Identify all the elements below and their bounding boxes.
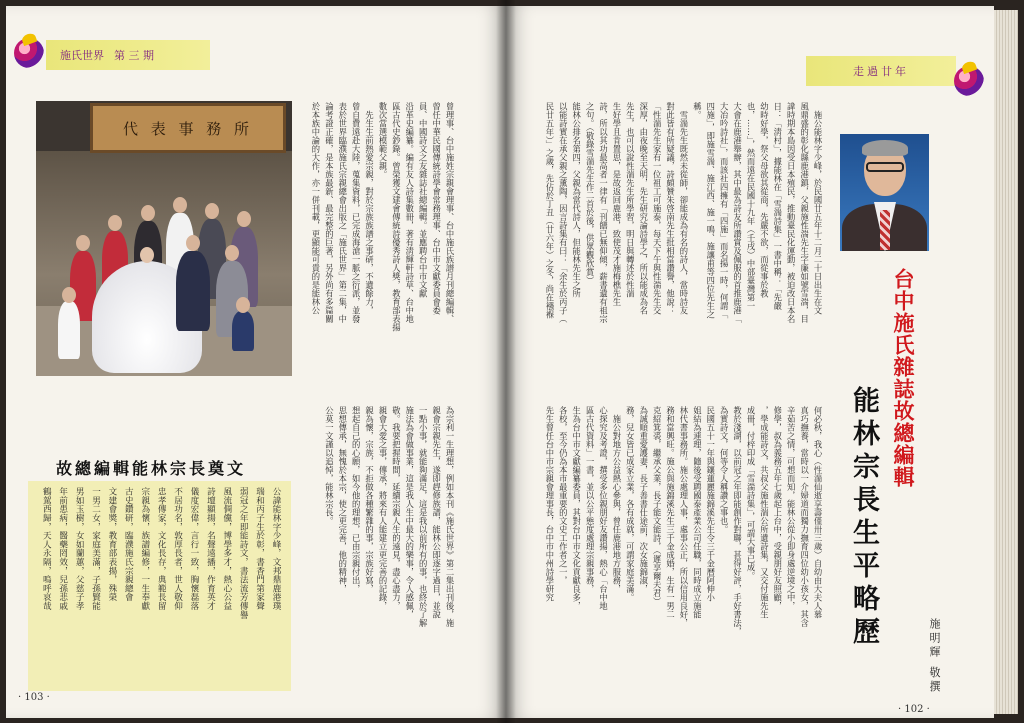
text-column: 男如玉樹，女如蘭蕙，父慈子孝: [74, 487, 85, 611]
right-header-text: 走過廿年: [853, 65, 909, 78]
text-column: 忠孝傳家，文化長存，典範長留: [156, 487, 167, 611]
text-column: 風流倜儻，博學多才，熱心公益: [221, 487, 232, 611]
text-column: 古史鑽研，臨濮施氏宗親總會: [123, 487, 134, 602]
text-column: 也，……」，然而遠在民國十九年（壬戌）中部臺灣第一: [745, 102, 756, 311]
text-column: 先生生前熱愛宗親，對於宗族族譜之事研，不遺餘力，: [364, 102, 375, 315]
text-column: 生為台中市文獻編纂委員，其對台中市文化貢獻良多，: [571, 406, 582, 610]
text-column: 論考證正確，是本族最新、最完整的巨著，另外尚有多篇關: [324, 102, 335, 323]
text-column: 幼時好學，祭父母欲其從商，先嚴不欲，而從事於教: [759, 102, 770, 298]
eulogy-title: 故總編輯能林宗長奠文: [56, 459, 247, 478]
text-column: 能林公排名第四，父親為當代詩人，但能林先生之所: [571, 102, 582, 298]
text-column: 鶴駕西歸，天人永隔，嗚呼哀哉: [41, 487, 52, 611]
family-wedding-photo: [36, 101, 292, 376]
author-portrait: [840, 134, 929, 251]
left-body-text: [306, 102, 456, 382]
article-author: 施明輝 敬撰: [928, 618, 941, 695]
text-column: 於本族中論的大作，亦一併刊載，更顯能可貴的是能林公: [310, 102, 321, 315]
text-column: 曾任中華民國傳統詩學會常務理事、台中市文獻委員會委: [431, 102, 442, 315]
text-column: 各校，至今仍為本市最重要的文史工作者之一，: [558, 406, 569, 585]
text-column: 姐結為連理，隨後受聘國泰產業公司任職，同時成立施能: [692, 406, 703, 619]
left-page-number: · 103 ·: [18, 692, 50, 703]
text-column: 先生曾任台中市宗親會理事長，台中市中州詩學研究: [544, 406, 555, 602]
text-column: 弱冠之年即能詩文，書法流芳傳譽: [238, 487, 249, 619]
text-column: 稱。: [692, 102, 703, 119]
text-column: 民國五十一年與鑲蓮麗施錦溪先生令三千金曆阿伸小: [705, 406, 716, 602]
page-edges: [994, 10, 1018, 714]
text-column: 公莫一文謹以追悼，能林宗長。: [324, 406, 335, 525]
text-column: 教於淺湖，以前冠之年即能創作對聯，甚得好評，手好書法，: [732, 406, 743, 636]
text-column: 「性湍先生家有一位祖工可施泰，每天下午與性湍先生交: [652, 102, 663, 315]
text-column: 雪湍先生既然未從師，卻能成為有名的詩人，當時詩友: [678, 102, 689, 315]
text-column: 思想傳承，無愧於本宗，使之更完善，他的精神，: [337, 406, 348, 593]
text-column: 深厚，由夜晚至天明，先生研究論詩學之，所以能成為名: [638, 102, 649, 315]
text-column: 修學，叔為義務五年七歲起上台中，受親朋好友照顧，: [772, 406, 783, 610]
right-lower-text: [528, 406, 824, 696]
text-column: 施公能林字少峰，於民國廿五年十二月二十日出生在文: [813, 102, 823, 315]
text-column: 文建會獎，教育部表揚，殊榮: [106, 487, 117, 602]
text-column: 大會在鹿港舉辦，其中最為詩友所讚賞及佩服的首推鹿港「: [732, 102, 743, 323]
text-column: 詩，所以其功最高者一律有「刊饍已無仰傾，薪書遺有祖宗: [598, 102, 609, 323]
text-column: 之句。（敬錄雪湍先生作二首於後，供眾觀欣賞）: [585, 102, 596, 285]
text-column: 儀度宏偉，言行一致，胸懷磊落: [188, 487, 199, 611]
text-column: 不居功名，敦厚長者，世人敬仰: [172, 487, 183, 611]
text-column: 務，兒女皆已成家立業，各有成就，可謂家庭美滿。: [625, 406, 636, 602]
text-column: 為宗利一生理想，例如本刊《施氏世界》第二集出刊後，施: [445, 406, 455, 627]
text-column: 敬。我要把握時間，延續宗親人生的遠見，盡心盡力，: [391, 406, 402, 610]
text-column: 為誠順重愛護妻，長子善書仕途前，次女施錦淑，: [638, 406, 649, 593]
text-column: 日：「淸村」，據能林在「雪湍詩集」一書中稱：「先嚴: [772, 102, 783, 311]
right-header-banner: [806, 56, 956, 86]
left-middle-text: [311, 406, 456, 686]
text-column: 區古代史鈔錄。曾榮獲文建會傳統詩優秀詩人獎，教育部表揚: [391, 102, 402, 332]
text-column: 先生，也可以說性湍先生所學習，明日與轉述於性湍: [625, 102, 636, 298]
text-column: 民廿五年）」之歲，先佔於丁丑（廿六年）之冬，尚在襁褓: [544, 102, 555, 319]
text-column: 林代書事務所。施公處理人事，處事公正，所以信用良好，: [678, 406, 689, 627]
text-column: 成冊，付梓印成「雪湍詩集」，可謂大事已成。: [745, 406, 756, 581]
text-column: 為實詩文，何等令人稱讚之事也。: [719, 406, 730, 534]
text-column: 瑞和丙子生於彰，書香門第家聲: [254, 487, 265, 611]
text-column: 心探究及考證，撰受多位親朋好友讚揚，熱心「台中地: [598, 406, 609, 610]
text-column: 區古代資料」一書，並以公平態度處理宗親事務，: [585, 406, 596, 593]
text-column: 生好學且肯置思，是故返回鹿港，致使茂才施梅樵先生: [611, 102, 622, 306]
book-spine: [496, 0, 516, 723]
flower-logo-icon: [14, 38, 44, 68]
text-column: 年前患病，醫藥罔效，兒孫悲戚: [57, 487, 68, 611]
left-header-banner: [46, 40, 210, 70]
text-column: 風鼎盛的彰化縣鹿港鎮，父親施性湍先生字廉如號雪湍，目: [799, 102, 810, 323]
text-column: 數次當選模範父親。: [377, 102, 388, 179]
text-column: 想起自己的心願，如今他的理想，已由宗親付出，: [351, 406, 362, 593]
text-column: 對此皆有所疑議，詩頗贊朱啓南先生批相當讚譽，他說：: [665, 102, 676, 315]
text-column: 員、中國詩文之友雜誌社總編輯。並應聘台中市文獻: [418, 102, 429, 298]
text-column: 辛茹苦之情，可想而知，能林公從小即身處逆境之中，: [786, 406, 797, 610]
text-column: 宗親為懷，族譜編修，一生奉獻: [139, 487, 150, 611]
left-page: [6, 6, 506, 718]
text-column: 務和當興旺。施公與施錦溪先生三千金成婚，生有一男二: [665, 406, 676, 619]
text-column: 曾自費遠赴大陸，蒐集資料，已完成海滄一脈之衍派，並發: [351, 102, 362, 323]
eulogy-box: [28, 481, 291, 691]
eulogy-text: [36, 487, 284, 687]
right-page-number: · 102 ·: [898, 704, 930, 715]
left-header-line1: 施氏世界: [60, 49, 104, 62]
text-column: 真巧撫養，當時以一介婦道而獨力撫育四位幼小孩女，其含: [799, 406, 810, 627]
right-upper-text: [528, 102, 824, 392]
photo-signboard: 代 表 事 務 所: [90, 103, 286, 153]
text-column: 大冶吟詩社」，而該社四擁有「四施」而名揚一時，何謂「: [719, 102, 730, 319]
text-column: ，學成能詩文，共叔父施性湍公所遺詩集，又交付施先生: [759, 406, 770, 619]
text-column: 施法為會做事業，這是我人生中最大的樂事，令人感佩，: [404, 406, 415, 619]
text-column: 親會大愛之事，傳承，將來有人能建立更完善的記錄，: [377, 406, 388, 610]
text-column: 四施」，即施雪湍、施江西、施一鳴、施讓甫等四位先生之: [705, 102, 716, 319]
text-column: 施公對地方公益熱心參與，曾任鹿港地方服務，: [611, 406, 622, 593]
text-column: 克紹箕裘，繼承父業，長子能文能詩，（遲享爾夫君）: [652, 406, 663, 606]
flower-logo-icon: [954, 66, 984, 96]
text-column: 一點小事，就能夠滿足，這是我以前所有的事，也終於了解: [418, 406, 429, 627]
text-column: 以能詩實在承父親之薰陶，因言詩集有曰：「余生於丙子（: [558, 102, 569, 323]
article-title-red: 台中施氏雜誌故總編輯: [891, 268, 916, 488]
text-column: 表於世界臨濮施氏宗親總會出版之「施氏世界」第二集，中: [337, 102, 348, 323]
text-column: 一男二女，家庭美滿，子孫賢能: [90, 487, 101, 611]
left-header-line2: 第 三 期: [114, 49, 154, 62]
text-column: 何必秋，我心（性湍仙逝享壽僅卅三歲）自幼由大夫人慕: [813, 406, 823, 619]
right-page: [506, 6, 994, 718]
text-column: 公諱能林字少峰，文邦鼎鹿港璞: [271, 487, 281, 611]
text-column: 詩壇顯揚，名聲遠播，作育英才: [205, 487, 216, 611]
text-column: 親會宗親先生，遂即趕修族譜，能林公即逐字過目，並說: [431, 406, 442, 619]
text-column: 親為懷，宗族，不拒做各種繁雜的事，宗族好寫，: [364, 406, 375, 593]
text-column: 曾理事、台中施姓宗親會理事、台中施氏族譜月刊總編輯、: [445, 102, 455, 323]
text-column: 諱時期本島因受日本殖民，推動臺民化運動，被迫改日本名: [786, 102, 797, 323]
text-column: 沿革史編纂。編有友人詩集數冊，著有淸輝軒詩草、台中地: [404, 102, 415, 323]
article-title-black: 能林宗長生平略歷: [848, 386, 879, 650]
